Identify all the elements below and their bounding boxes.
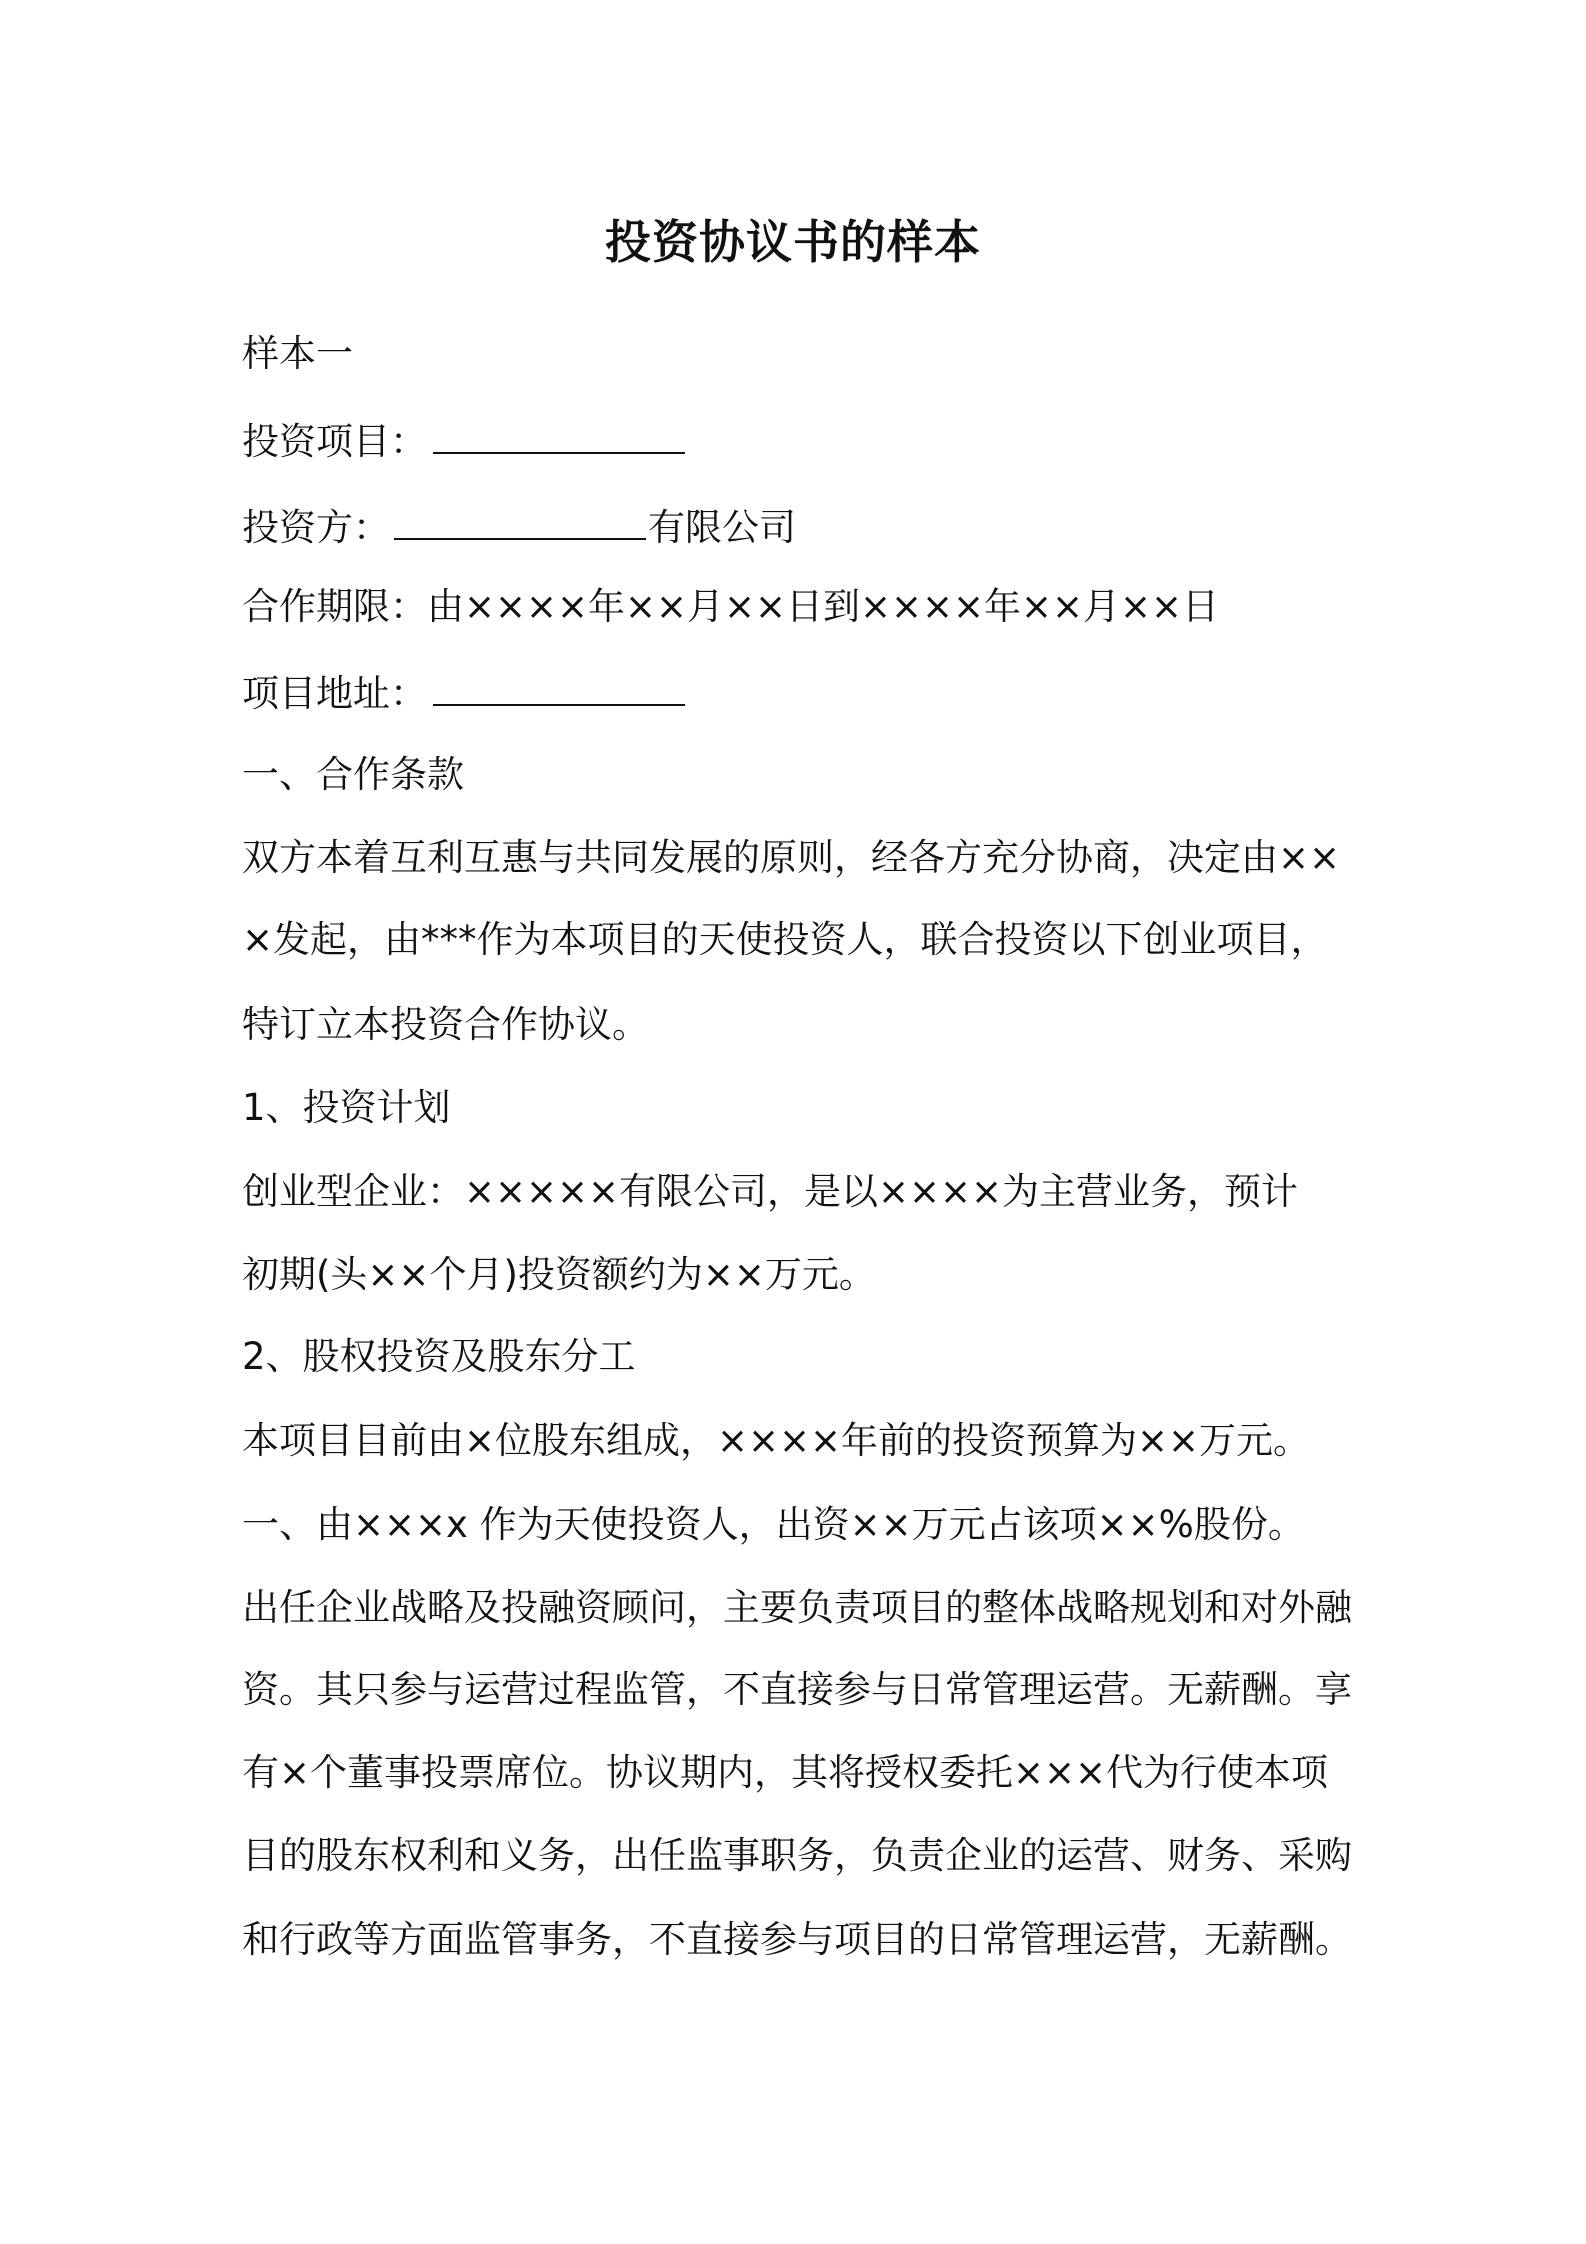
sample-heading: 样本一 bbox=[242, 332, 353, 375]
field-investor-blank bbox=[394, 508, 646, 540]
paragraph-line: 初期(头××个月)投资额约为××万元。 bbox=[242, 1253, 876, 1296]
subsection-heading-2: 2、股权投资及股东分工 bbox=[242, 1335, 636, 1378]
paragraph-line: 一、由×××x 作为天使投资人，出资××万元占该项××%股份。 bbox=[242, 1503, 1305, 1546]
paragraph-line: 资。其只参与运营过程监管，不直接参与日常管理运营。无薪酬。享 bbox=[242, 1668, 1352, 1711]
paragraph-line: ×发起，由***作为本项目的天使投资人，联合投资以下创业项目， bbox=[242, 918, 1328, 961]
paragraph-line: 创业型企业：×××××有限公司，是以××××为主营业务，预计 bbox=[242, 1170, 1299, 1213]
field-investor-label: 投资方： bbox=[242, 506, 390, 549]
field-address bbox=[242, 668, 685, 720]
paragraph-line: 目的股东权利和义务，出任监事职务，负责企业的运营、财务、采购 bbox=[242, 1834, 1352, 1877]
paragraph-line: 和行政等方面监管事务，不直接参与项目的日常管理运营，无薪酬。 bbox=[242, 1918, 1352, 1961]
field-term: 合作期限：由××××年××月××日到××××年××月××日 bbox=[242, 585, 1220, 628]
subsection-heading-1: 1、投资计划 bbox=[242, 1086, 451, 1129]
field-investor bbox=[242, 502, 796, 554]
field-address-label: 项目地址： bbox=[242, 672, 427, 715]
paragraph-line: 有×个董事投票席位。协议期内，其将授权委托×××代为行使本项 bbox=[242, 1751, 1329, 1794]
paragraph-line: 本项目目前由×位股东组成，××××年前的投资预算为××万元。 bbox=[242, 1419, 1311, 1462]
document-title: 投资协议书的样本 bbox=[605, 215, 981, 269]
field-project bbox=[242, 416, 685, 468]
section-heading-1: 一、合作条款 bbox=[242, 753, 464, 796]
paragraph-line: 特订立本投资合作协议。 bbox=[242, 1003, 649, 1046]
paragraph-line: 出任企业战略及投融资顾问，主要负责项目的整体战略规划和对外融 bbox=[242, 1586, 1352, 1629]
field-project-blank bbox=[433, 422, 685, 454]
paragraph-line: 双方本着互利互惠与共同发展的原则，经各方充分协商，决定由×× bbox=[242, 836, 1341, 879]
field-project-label: 投资项目： bbox=[242, 420, 427, 463]
field-address-blank bbox=[433, 674, 685, 706]
field-investor-suffix: 有限公司 bbox=[648, 506, 796, 549]
